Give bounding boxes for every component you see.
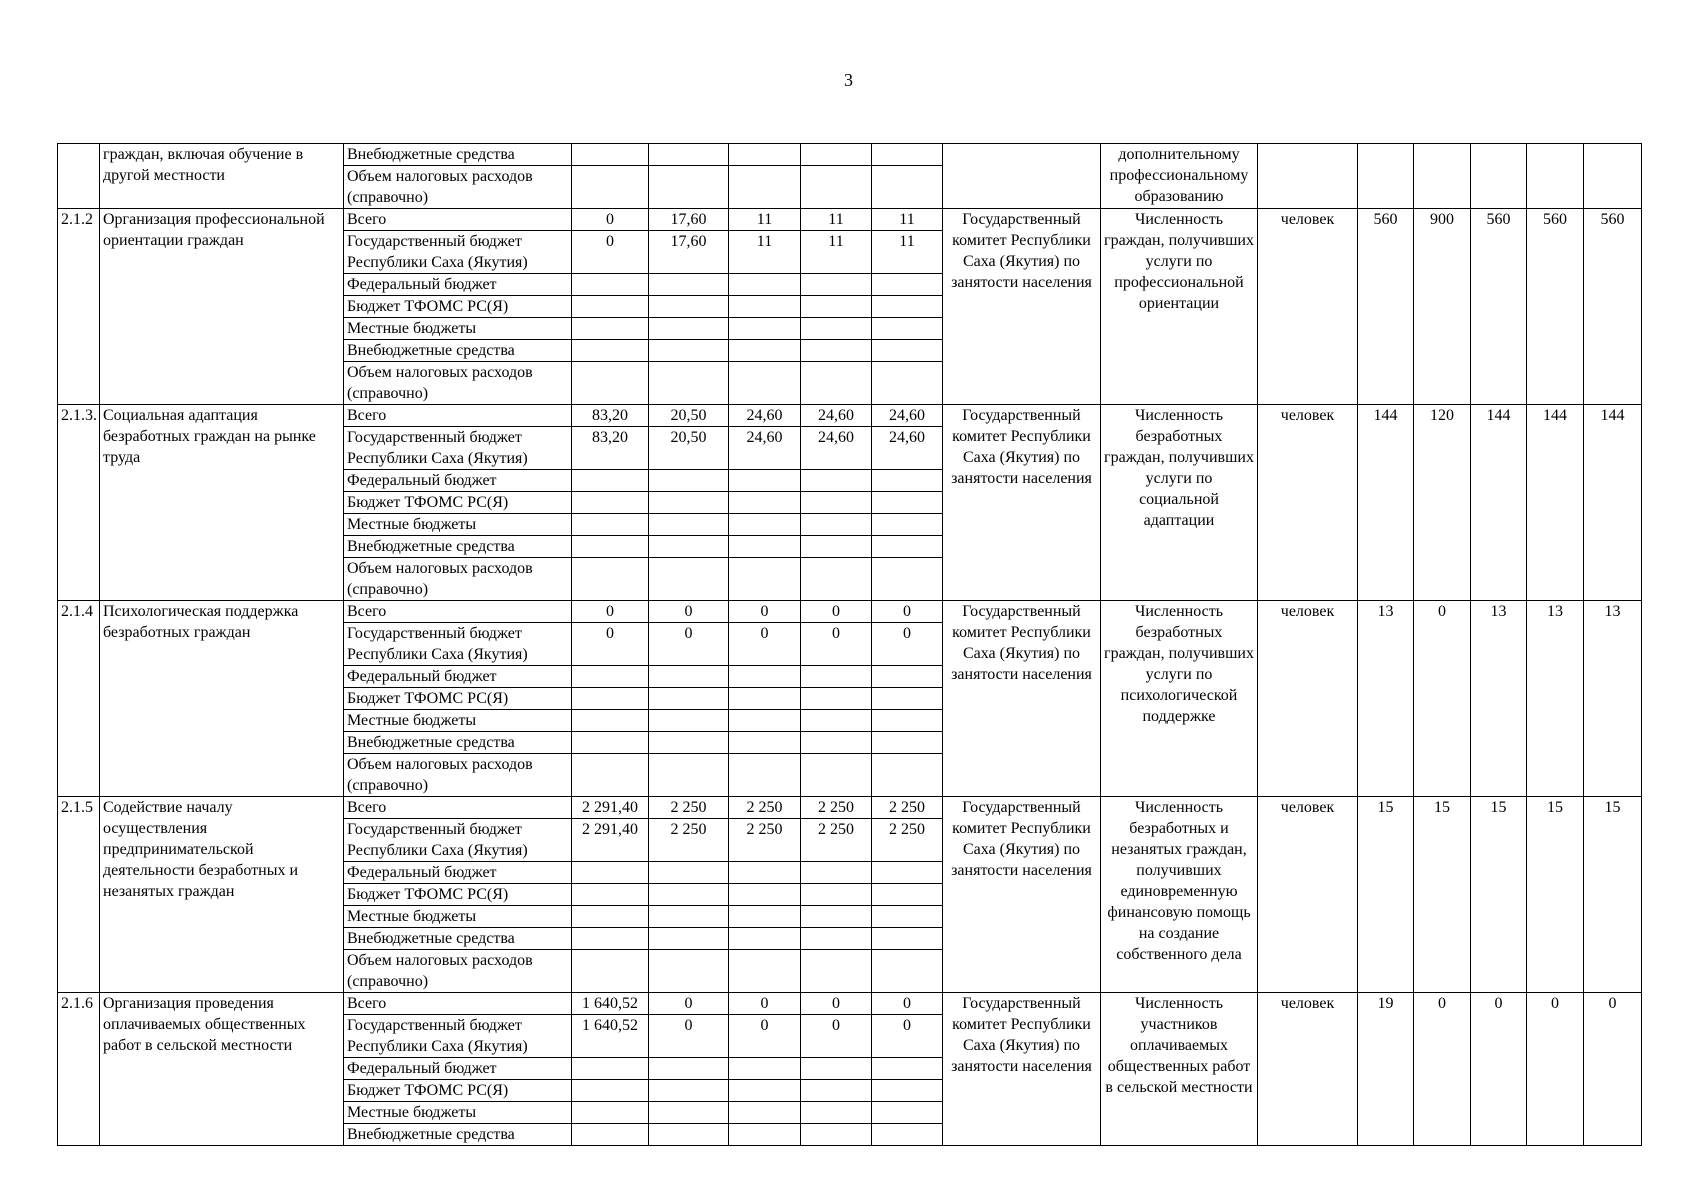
funding-value: 0 (572, 231, 649, 274)
funding-value (801, 274, 872, 296)
unit: человек (1258, 797, 1358, 993)
funding-value (801, 340, 872, 362)
funding-value (801, 862, 872, 884)
funding-value: 0 (872, 623, 943, 666)
funding-value (649, 536, 729, 558)
funding-value (572, 340, 649, 362)
funding-source: Всего (344, 601, 572, 623)
target-value: 0 (1414, 993, 1471, 1146)
row-number: 2.1.5 (58, 797, 100, 993)
target-value (1358, 144, 1414, 209)
funding-value (801, 514, 872, 536)
funding-value (572, 492, 649, 514)
funding-value (649, 1124, 729, 1146)
funding-source: Внебюджетные средства (344, 536, 572, 558)
measure-name: Содействие началу осуществления предпринимательской деятельности безработных и незанятых граждан (100, 797, 344, 993)
funding-value: 11 (729, 231, 801, 274)
funding-value (729, 514, 801, 536)
funding-source: Внебюджетные средства (344, 340, 572, 362)
funding-value (872, 274, 943, 296)
funding-value: 2 250 (649, 797, 729, 819)
funding-value: 0 (801, 601, 872, 623)
funding-source: Местные бюджеты (344, 906, 572, 928)
funding-value (801, 732, 872, 754)
funding-value (801, 1058, 872, 1080)
table-row (58, 144, 1642, 166)
measure-name: Организация профессиональной ориентации граждан (100, 209, 344, 405)
funding-source: Федеральный бюджет (344, 862, 572, 884)
funding-value (649, 754, 729, 797)
funding-value: 83,20 (572, 405, 649, 427)
funding-value (729, 928, 801, 950)
funding-source: Всего (344, 405, 572, 427)
funding-value (801, 1080, 872, 1102)
funding-source: Государственный бюджет Республики Саха (Якутия) (344, 427, 572, 470)
table-row (58, 209, 1642, 231)
funding-source: Местные бюджеты (344, 1102, 572, 1124)
funding-value: 2 250 (801, 797, 872, 819)
page-number: 3 (844, 70, 853, 90)
funding-value: 0 (801, 993, 872, 1015)
target-value: 15 (1358, 797, 1414, 993)
table-row (58, 993, 1642, 1015)
funding-value (572, 1124, 649, 1146)
funding-value (872, 666, 943, 688)
funding-value (872, 862, 943, 884)
funding-value (872, 470, 943, 492)
funding-value (872, 754, 943, 797)
target-value: 120 (1414, 405, 1471, 601)
funding-value: 0 (572, 209, 649, 231)
target-value (1414, 144, 1471, 209)
funding-value (872, 732, 943, 754)
funding-value (729, 558, 801, 601)
funding-value (729, 754, 801, 797)
funding-value: 2 291,40 (572, 819, 649, 862)
funding-value: 2 250 (872, 819, 943, 862)
target-value (1584, 144, 1642, 209)
funding-value (649, 1102, 729, 1124)
funding-value (872, 928, 943, 950)
funding-source: Местные бюджеты (344, 318, 572, 340)
funding-value: 0 (729, 993, 801, 1015)
target-value: 13 (1527, 601, 1584, 797)
funding-value (872, 1102, 943, 1124)
target-value: 0 (1527, 993, 1584, 1146)
funding-value: 0 (729, 1015, 801, 1058)
funding-value (649, 732, 729, 754)
funding-value (801, 536, 872, 558)
responsible-executor (943, 144, 1101, 209)
funding-source: Федеральный бюджет (344, 274, 572, 296)
funding-value (572, 274, 649, 296)
funding-value (872, 318, 943, 340)
funding-value (649, 558, 729, 601)
funding-value: 11 (872, 209, 943, 231)
funding-source: Бюджет ТФОМС РС(Я) (344, 1080, 572, 1102)
target-value: 144 (1584, 405, 1642, 601)
target-value: 0 (1471, 993, 1527, 1146)
funding-value (729, 296, 801, 318)
funding-value: 24,60 (872, 427, 943, 470)
funding-value (649, 296, 729, 318)
funding-value: 83,20 (572, 427, 649, 470)
target-value: 15 (1471, 797, 1527, 993)
funding-value: 0 (649, 601, 729, 623)
funding-value (801, 1102, 872, 1124)
indicator-name: Численность граждан, получивших услуги по профессиональной ориентации (1101, 209, 1258, 405)
funding-value (801, 492, 872, 514)
funding-source: Всего (344, 797, 572, 819)
funding-value (729, 166, 801, 209)
funding-value (572, 862, 649, 884)
funding-value: 2 250 (729, 797, 801, 819)
funding-value (649, 1058, 729, 1080)
funding-value (729, 1102, 801, 1124)
funding-value (572, 884, 649, 906)
funding-source: Всего (344, 993, 572, 1015)
funding-value: 2 250 (729, 819, 801, 862)
funding-value (801, 688, 872, 710)
funding-value (801, 166, 872, 209)
row-number: 2.1.2 (58, 209, 100, 405)
funding-value (801, 928, 872, 950)
target-value: 144 (1527, 405, 1584, 601)
funding-value (729, 710, 801, 732)
target-value: 900 (1414, 209, 1471, 405)
funding-source: Бюджет ТФОМС РС(Я) (344, 492, 572, 514)
funding-value: 0 (801, 623, 872, 666)
funding-value (729, 1080, 801, 1102)
funding-value (649, 362, 729, 405)
funding-value (872, 1080, 943, 1102)
funding-value (649, 666, 729, 688)
funding-value (729, 666, 801, 688)
target-value: 15 (1584, 797, 1642, 993)
indicator-name: Численность безработных граждан, получивших услуги по социальной адаптации (1101, 405, 1258, 601)
row-number (58, 144, 100, 209)
funding-value (801, 906, 872, 928)
funding-value: 24,60 (729, 427, 801, 470)
funding-value (801, 144, 872, 166)
target-value: 144 (1358, 405, 1414, 601)
funding-source: Всего (344, 209, 572, 231)
funding-value (872, 166, 943, 209)
funding-value (729, 492, 801, 514)
funding-value (649, 166, 729, 209)
funding-value: 0 (872, 993, 943, 1015)
funding-value: 11 (801, 231, 872, 274)
target-value: 0 (1414, 601, 1471, 797)
responsible-executor: Государственный комитет Республики Саха (Якутия) по занятости населения (943, 405, 1101, 601)
funding-value (572, 950, 649, 993)
funding-value (572, 362, 649, 405)
funding-value: 2 250 (872, 797, 943, 819)
funding-value (572, 928, 649, 950)
target-value: 15 (1414, 797, 1471, 993)
funding-value (872, 558, 943, 601)
target-value: 560 (1584, 209, 1642, 405)
unit: человек (1258, 405, 1358, 601)
funding-value (801, 950, 872, 993)
funding-value (572, 470, 649, 492)
funding-value: 24,60 (801, 405, 872, 427)
funding-value (649, 340, 729, 362)
funding-value (729, 144, 801, 166)
funding-value (872, 536, 943, 558)
table-row (58, 797, 1642, 819)
funding-value (872, 492, 943, 514)
funding-value (872, 1058, 943, 1080)
funding-value (729, 950, 801, 993)
unit (1258, 144, 1358, 209)
funding-value: 0 (649, 993, 729, 1015)
funding-value (729, 884, 801, 906)
target-value: 13 (1471, 601, 1527, 797)
funding-value (649, 906, 729, 928)
funding-source: Местные бюджеты (344, 710, 572, 732)
funding-value (729, 1058, 801, 1080)
funding-value (801, 296, 872, 318)
funding-source: Внебюджетные средства (344, 928, 572, 950)
unit: человек (1258, 993, 1358, 1146)
table-row (58, 601, 1642, 623)
funding-source: Объем налоговых расходов (справочно) (344, 362, 572, 405)
funding-source: Федеральный бюджет (344, 470, 572, 492)
target-value: 560 (1527, 209, 1584, 405)
funding-value (572, 732, 649, 754)
funding-value (801, 754, 872, 797)
program-table (57, 143, 1642, 1146)
funding-value (801, 558, 872, 601)
funding-source: Объем налоговых расходов (справочно) (344, 166, 572, 209)
target-value: 560 (1471, 209, 1527, 405)
target-value (1471, 144, 1527, 209)
funding-value (572, 318, 649, 340)
target-value: 144 (1471, 405, 1527, 601)
funding-value (649, 950, 729, 993)
funding-value (572, 688, 649, 710)
funding-source: Объем налоговых расходов (справочно) (344, 558, 572, 601)
funding-value (872, 296, 943, 318)
target-value: 15 (1527, 797, 1584, 993)
funding-value (649, 928, 729, 950)
funding-value (872, 950, 943, 993)
responsible-executor: Государственный комитет Республики Саха (Якутия) по занятости населения (943, 993, 1101, 1146)
funding-value (872, 144, 943, 166)
funding-source: Государственный бюджет Республики Саха (Якутия) (344, 623, 572, 666)
funding-value: 0 (572, 601, 649, 623)
funding-value (872, 884, 943, 906)
funding-value (872, 514, 943, 536)
target-value: 19 (1358, 993, 1414, 1146)
funding-value: 0 (729, 601, 801, 623)
funding-value (572, 1058, 649, 1080)
funding-value: 20,50 (649, 405, 729, 427)
target-value: 560 (1358, 209, 1414, 405)
funding-value (649, 470, 729, 492)
funding-source: Бюджет ТФОМС РС(Я) (344, 296, 572, 318)
funding-value (801, 1124, 872, 1146)
funding-value: 24,60 (729, 405, 801, 427)
unit: человек (1258, 601, 1358, 797)
funding-value (572, 144, 649, 166)
funding-value (872, 906, 943, 928)
funding-value: 0 (801, 1015, 872, 1058)
funding-source: Федеральный бюджет (344, 666, 572, 688)
funding-value: 20,50 (649, 427, 729, 470)
target-value: 13 (1358, 601, 1414, 797)
target-value (1527, 144, 1584, 209)
responsible-executor: Государственный комитет Республики Саха (Якутия) по занятости населения (943, 209, 1101, 405)
funding-value (649, 862, 729, 884)
funding-value (801, 362, 872, 405)
funding-value (801, 318, 872, 340)
unit: человек (1258, 209, 1358, 405)
funding-value (649, 514, 729, 536)
indicator-name: Численность безработных и незанятых граждан, получивших единовременную финансовую помощь на создание собственного дела (1101, 797, 1258, 993)
funding-value (572, 666, 649, 688)
funding-value (801, 884, 872, 906)
funding-value (801, 710, 872, 732)
funding-value (649, 1080, 729, 1102)
funding-value (649, 884, 729, 906)
funding-value (572, 906, 649, 928)
funding-source: Местные бюджеты (344, 514, 572, 536)
funding-value (801, 666, 872, 688)
funding-value (872, 340, 943, 362)
funding-value (572, 754, 649, 797)
funding-value: 0 (872, 601, 943, 623)
funding-value: 11 (872, 231, 943, 274)
funding-value: 0 (872, 1015, 943, 1058)
funding-value: 2 250 (801, 819, 872, 862)
funding-value (572, 710, 649, 732)
funding-source: Объем налоговых расходов (справочно) (344, 754, 572, 797)
target-value: 13 (1584, 601, 1642, 797)
funding-value: 2 250 (649, 819, 729, 862)
funding-value (572, 536, 649, 558)
row-number: 2.1.6 (58, 993, 100, 1146)
funding-value: 17,60 (649, 209, 729, 231)
funding-source: Объем налоговых расходов (справочно) (344, 950, 572, 993)
row-number: 2.1.3. (58, 405, 100, 601)
funding-source: Бюджет ТФОМС РС(Я) (344, 884, 572, 906)
funding-value (649, 318, 729, 340)
funding-value: 11 (801, 209, 872, 231)
funding-source: Внебюджетные средства (344, 732, 572, 754)
funding-value (572, 296, 649, 318)
funding-value: 24,60 (872, 405, 943, 427)
indicator-name: дополнительному профессиональному образованию (1101, 144, 1258, 209)
funding-source: Внебюджетные средства (344, 1124, 572, 1146)
row-number: 2.1.4 (58, 601, 100, 797)
funding-value (729, 688, 801, 710)
funding-value (729, 318, 801, 340)
funding-value: 0 (572, 623, 649, 666)
funding-value: 0 (649, 623, 729, 666)
funding-value (729, 362, 801, 405)
funding-value (729, 274, 801, 296)
funding-value (572, 1080, 649, 1102)
indicator-name: Численность безработных граждан, получивших услуги по психологической поддержке (1101, 601, 1258, 797)
measure-name: Социальная адаптация безработных граждан на рынке труда (100, 405, 344, 601)
funding-value (729, 470, 801, 492)
funding-value (572, 514, 649, 536)
funding-value (729, 906, 801, 928)
funding-value (729, 1124, 801, 1146)
funding-source: Бюджет ТФОМС РС(Я) (344, 688, 572, 710)
funding-source: Внебюджетные средства (344, 144, 572, 166)
funding-value (572, 166, 649, 209)
funding-value (729, 536, 801, 558)
funding-source: Государственный бюджет Республики Саха (Якутия) (344, 819, 572, 862)
target-value: 0 (1584, 993, 1642, 1146)
table-row (58, 405, 1642, 427)
funding-value (649, 492, 729, 514)
funding-value (801, 470, 872, 492)
measure-name: граждан, включая обучение в другой местности (100, 144, 344, 209)
measure-name: Психологическая поддержка безработных граждан (100, 601, 344, 797)
funding-value (649, 688, 729, 710)
funding-value: 0 (729, 623, 801, 666)
funding-value: 2 291,40 (572, 797, 649, 819)
responsible-executor: Государственный комитет Республики Саха (Якутия) по занятости населения (943, 601, 1101, 797)
funding-value: 1 640,52 (572, 1015, 649, 1058)
funding-value: 11 (729, 209, 801, 231)
funding-value (872, 688, 943, 710)
responsible-executor: Государственный комитет Республики Саха (Якутия) по занятости населения (943, 797, 1101, 993)
funding-value: 24,60 (801, 427, 872, 470)
measure-name: Организация проведения оплачиваемых общественных работ в сельской местности (100, 993, 344, 1146)
funding-value (872, 1124, 943, 1146)
funding-value: 17,60 (649, 231, 729, 274)
funding-value (729, 862, 801, 884)
funding-value (572, 558, 649, 601)
funding-value (649, 144, 729, 166)
funding-value (649, 274, 729, 296)
funding-value (729, 340, 801, 362)
indicator-name: Численность участников оплачиваемых общественных работ в сельской местности (1101, 993, 1258, 1146)
funding-source: Государственный бюджет Республики Саха (Якутия) (344, 231, 572, 274)
funding-value (872, 710, 943, 732)
funding-source: Государственный бюджет Республики Саха (Якутия) (344, 1015, 572, 1058)
funding-value (649, 710, 729, 732)
funding-value: 0 (649, 1015, 729, 1058)
funding-source: Федеральный бюджет (344, 1058, 572, 1080)
funding-value: 1 640,52 (572, 993, 649, 1015)
funding-value (729, 732, 801, 754)
funding-value (872, 362, 943, 405)
funding-value (572, 1102, 649, 1124)
